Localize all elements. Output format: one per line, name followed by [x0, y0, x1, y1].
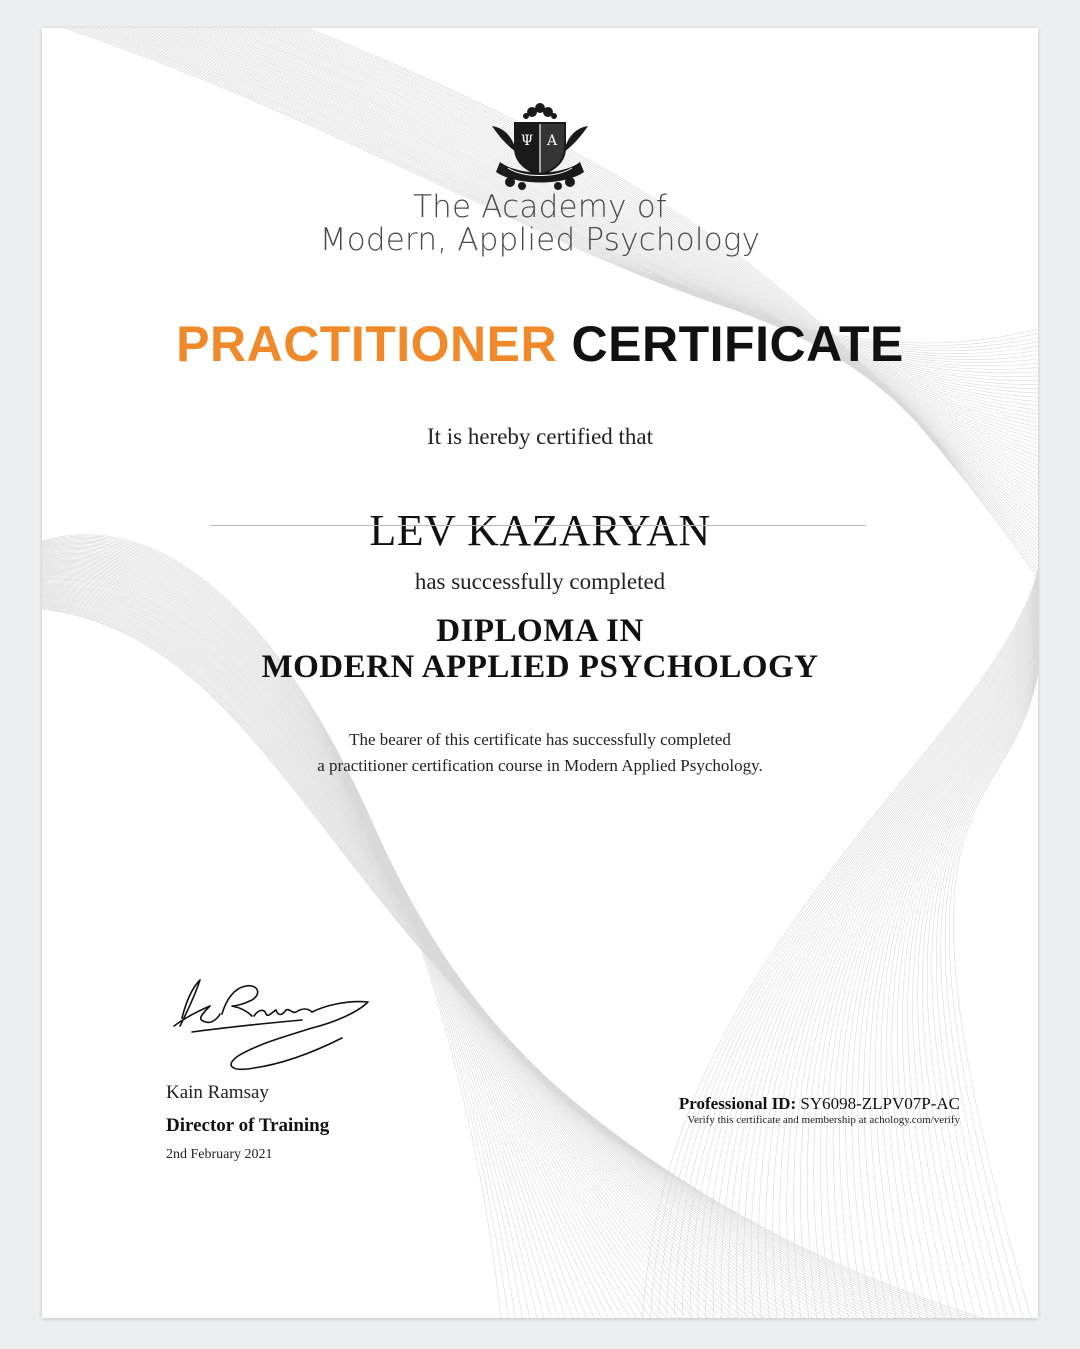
certificate-title-main: CERTIFICATE — [571, 316, 904, 372]
academy-name-line-2: Modern, Applied Psychology — [319, 222, 761, 258]
description-line-1: The bearer of this certificate has successfully completed — [349, 730, 731, 749]
certificate-page — [42, 28, 1038, 1318]
course-title-line-2: MODERN APPLIED PSYCHOLOGY — [261, 649, 819, 685]
academy-crest-logo — [488, 102, 592, 192]
signatory-name: Kain Ramsay — [166, 1082, 269, 1103]
description-line-2: a practitioner certification course in Modern Applied Psychology. — [317, 756, 763, 775]
professional-id-value: SY6098-ZLPV07P-AC — [800, 1094, 960, 1113]
course-title-line-1: DIPLOMA IN — [436, 613, 644, 649]
crest-a-letter: A — [546, 133, 558, 149]
professional-id — [679, 1094, 960, 1114]
verification-note: Verify this certificate and membership at achology.com/verify — [687, 1114, 960, 1126]
academy-name-line-1: The Academy of — [412, 189, 668, 225]
crest-psi-letter: Ψ — [520, 133, 534, 149]
certificate-date: 2nd February 2021 — [166, 1147, 273, 1162]
certificate-title-accent: PRACTITIONER — [176, 316, 558, 372]
certification-intro: It is hereby certified that — [426, 424, 654, 449]
signatory-role: Director of Training — [166, 1115, 330, 1136]
certificate-title — [42, 316, 1038, 372]
completion-statement: has successfully completed — [414, 569, 666, 594]
professional-id-label: Professional ID: — [678, 1094, 797, 1113]
director-signature — [162, 972, 384, 1078]
recipient-name: LEV KAZARYAN — [369, 506, 711, 555]
name-underline — [210, 525, 866, 526]
